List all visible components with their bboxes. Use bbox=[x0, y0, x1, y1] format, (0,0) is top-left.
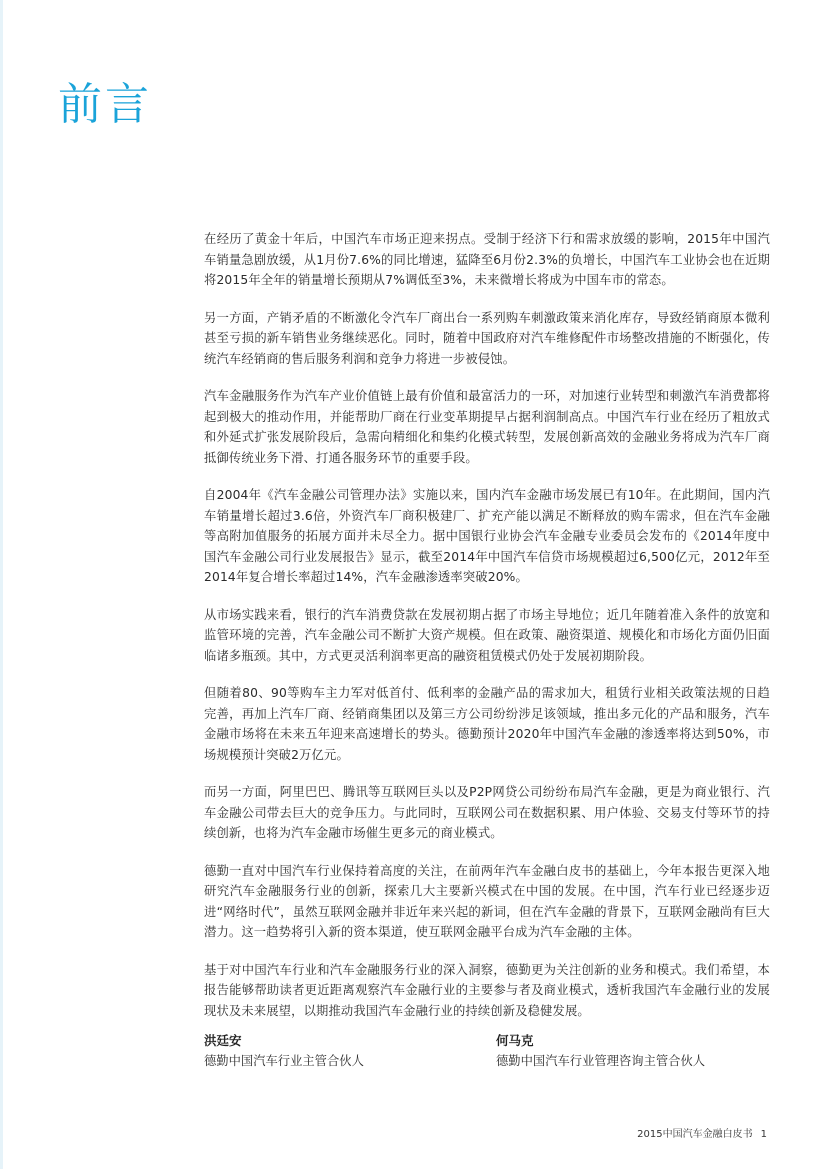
paragraph: 基于对中国汽车行业和汽车金融服务行业的深入洞察，德勤更为关注创新的业务和模式。我们希望，本报告能够帮助读者更近距离观察汽车金融行业的主要参与者及商业模式，透析我国汽车金融行业的发展现状及未来展望，以期推动我国汽车金融行业的持续创新及稳健发展。 bbox=[204, 962, 770, 1018]
paragraph: 德勤一直对中国汽车行业保持着高度的关注，在前两年汽车金融白皮书的基础上，今年本报告更深入地研究汽车金融服务行业的创新，探索几大主要新兴模式在中国的发展。在中国，汽车行业已经逐步迈进“网络时代”，虽然互联网金融并非近年来兴起的新词，但在汽车金融的背景下，互联网金融尚有巨大潜力。这一趋势将引入新的资本渠道，使互联网金融平台成为汽车金融的主体。 bbox=[204, 863, 770, 939]
page-edge-rule bbox=[0, 0, 3, 1169]
signatory-title: 德勤中国汽车行业主管合伙人 bbox=[204, 1054, 364, 1068]
paragraph: 汽车金融服务作为汽车产业价值链上最有价值和最富活力的一环，对加速行业转型和刺激汽车消费都将起到极大的推动作用，并能帮助厂商在行业变革期提早占据利润制高点。中国汽车行业在经历了粗放式和外延式扩张发展阶段后，急需向精细化和集约化模式转型，发展创新高效的金融业务将成为汽车厂商抵御传统业务下滑、打通各服务环节的重要手段。 bbox=[204, 389, 770, 465]
signatory-name: 何马克 bbox=[496, 1033, 534, 1048]
publication-title: 2015中国汽车金融白皮书 bbox=[637, 1129, 753, 1140]
signature-right bbox=[496, 1031, 705, 1071]
paragraph: 自2004年《汽车金融公司管理办法》实施以来，国内汽车金融市场发展已有10年。在此期间，国内汽车销量增长超过3.6倍，外资汽车厂商积极建厂、扩充产能以满足不断释放的购车需求，但在汽车金融等高附加值服务的拓展方面并未尽全力。据中国银行业协会汽车金融专业委员会发布的《2014年度中国汽车金融公司行业发展报告》显示，截至2014年中国汽车信贷市场规模超过6,500亿元，2012年至2014年复合增长率超过14%，汽车金融渗透率突破20%。 bbox=[204, 488, 770, 584]
signature-block bbox=[204, 1031, 770, 1075]
paragraph: 但随着80、90等购车主力军对低首付、低利率的金融产品的需求加大，租赁行业相关政策法规的日趋完善，再加上汽车厂商、经销商集团以及第三方公司纷纷涉足该领域，推出多元化的产品和服务，汽车金融市场将在未来五年迎来高速增长的势头。德勤预计2020年中国汽车金融的渗透率将达到50%，市场规模预计突破2万亿元。 bbox=[204, 686, 770, 762]
paragraph: 在经历了黄金十年后，中国汽车市场正迎来拐点。受制于经济下行和需求放缓的影响，2015年中国汽车销量急剧放缓，从1月份7.6%的同比增速，猛降至6月份2.3%的负增长，中国汽车工业协会也在近期将2015年全年的销量增长预期从7%调低至3%，未来微增长将成为中国车市的常态。 bbox=[204, 232, 770, 287]
page-footer bbox=[637, 1128, 767, 1142]
paragraph: 从市场实践来看，银行的汽车消费贷款在发展初期占据了市场主导地位；近几年随着准入条件的放宽和监管环境的完善，汽车金融公司不断扩大资产规模。但在政策、融资渠道、规模化和市场化方面仍旧面临诸多瓶颈。其中，方式更灵活利润率更高的融资租赁模式仍处于发展初期阶段。 bbox=[204, 607, 770, 663]
paragraph: 另一方面，产销矛盾的不断激化令汽车厂商出台一系列购车刺激政策来消化库存，导致经销商原本微利甚至亏损的新车销售业务继续恶化。同时，随着中国政府对汽车维修配件市场整改措施的不断强化，传统汽车经销商的售后服务利润和竞争力将进一步被侵蚀。 bbox=[204, 310, 770, 366]
signatory-name: 洪廷安 bbox=[204, 1033, 242, 1048]
paragraph: 而另一方面，阿里巴巴、腾讯等互联网巨头以及P2P网贷公司纷纷布局汽车金融，更是为商业银行、汽车金融公司带去巨大的竞争压力。与此同时，互联网公司在数据积累、用户体验、交易支付等环节的持续创新，也将为汽车金融市场催生更多元的商业模式。 bbox=[204, 785, 770, 840]
page-number: 1 bbox=[760, 1129, 767, 1140]
signature-left bbox=[204, 1031, 364, 1071]
page-title: 前言 bbox=[58, 79, 152, 131]
signatory-title: 德勤中国汽车行业管理咨询主管合伙人 bbox=[496, 1054, 706, 1068]
preface-body bbox=[204, 229, 770, 1038]
